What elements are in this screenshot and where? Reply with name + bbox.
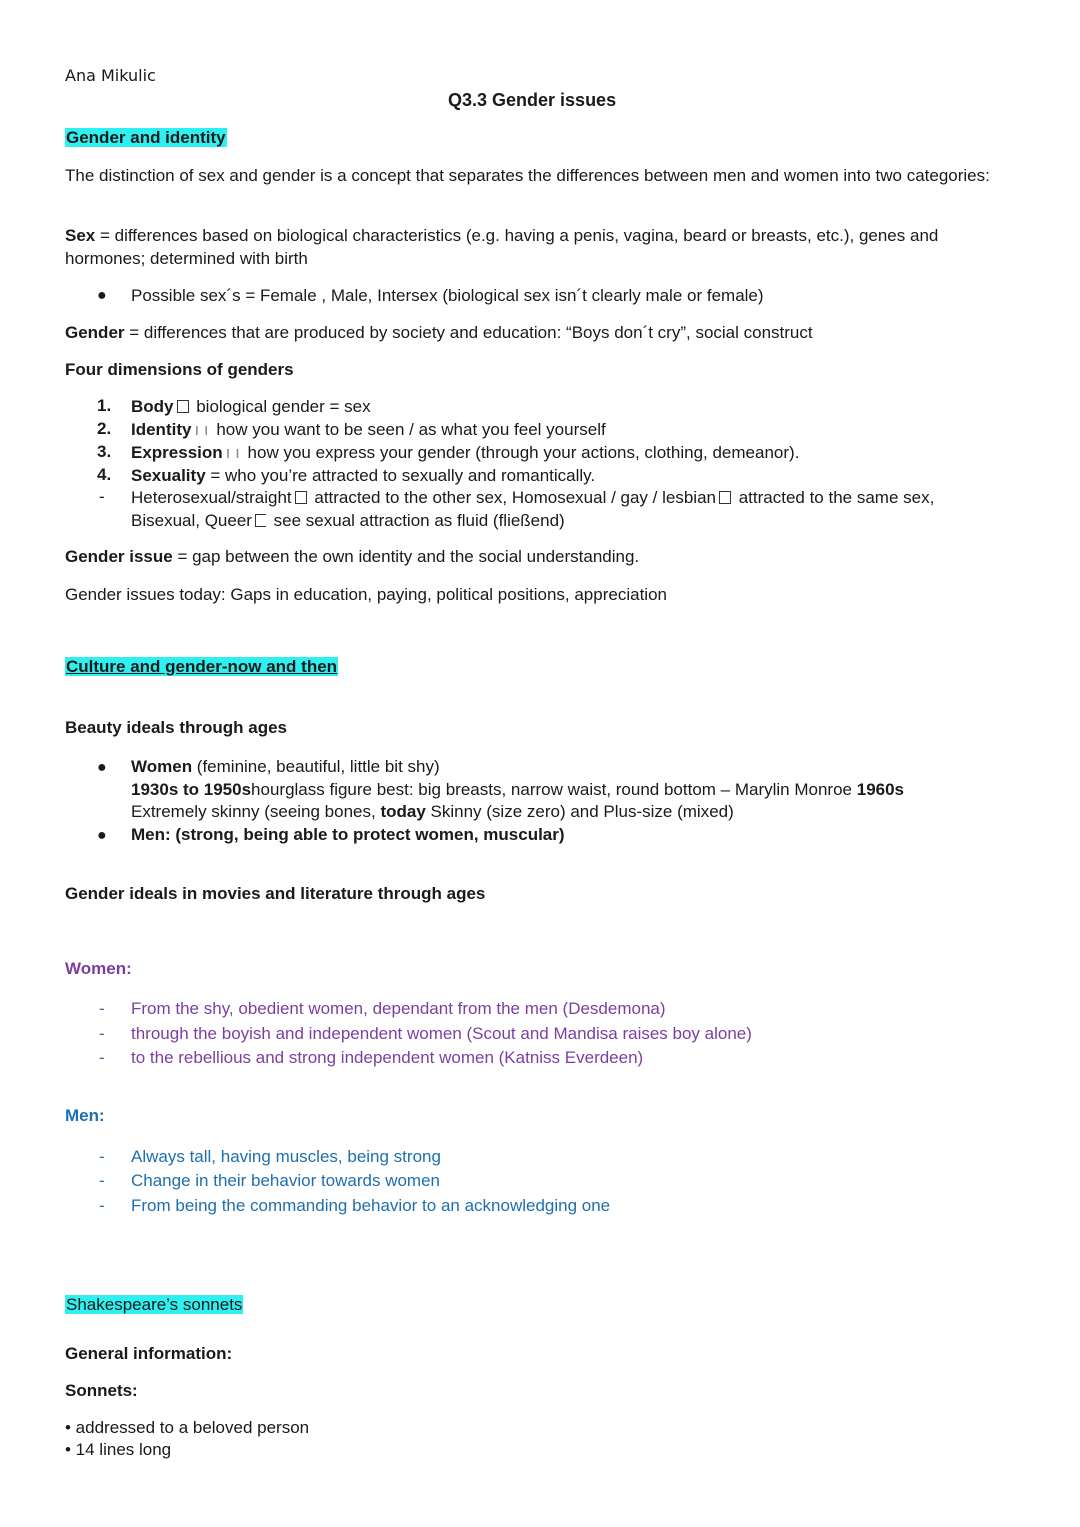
arrow-placeholder-icon [719,491,731,504]
dimension-text: how you express your gender (through your actions, clothing, demeanor). [242,443,800,462]
intro-paragraph: The distinction of sex and gender is a concept that separates the differences between men and women into two categories: [65,166,990,185]
list-number: 3. [97,442,112,461]
women-beauty-item [131,756,904,824]
dimensions-heading: Four dimensions of genders [65,360,294,379]
section-heading-gender-identity [65,128,227,148]
dimension-text: how you want to be seen / as what you feel yourself [211,420,606,439]
era-text: hourglass figure best: big breasts, narrow waist, round bottom – Marylin Monroe [251,779,857,799]
orientation-text: attracted to the same sex, [733,488,935,507]
list-item: to the rebellious and strong independent women (Katniss Everdeen) [131,1048,644,1067]
list-item: Always tall, having muscles, being strong [131,1147,441,1166]
section-heading-sonnets [65,1295,243,1315]
list-number: 2. [97,419,112,438]
dash-icon: - [99,1171,105,1190]
section-heading-text: Gender and identity [66,128,226,147]
dash-icon: - [99,1024,105,1043]
general-info-heading: General information: [65,1344,233,1363]
sex-term: Sex [65,226,96,245]
orientation-line-1 [131,487,934,510]
dimension-term: Body [131,397,174,416]
gender-issue-text: = gap between the own identity and the social understanding. [172,547,640,566]
dimension-term: Expression [131,443,223,462]
women-term: Women [131,757,193,776]
gender-issue-definition [65,546,639,569]
sonnet-fact: • 14 lines long [65,1440,172,1459]
section-heading-culture-gender [65,657,338,677]
list-item [131,396,371,419]
author-name: Ana Mikulic [65,66,156,85]
arrow-placeholder-icon [255,514,266,527]
sex-definition [65,225,1015,270]
orientation-text: Heterosexual/straight [131,488,292,507]
gender-definition-text: = differences that are produced by society and education: “Boys don´t cry”, social construct [124,323,813,342]
list-item [131,465,595,488]
gender-term: Gender [65,323,125,342]
arrow-placeholder-icon [177,400,189,413]
orientation-text: attracted to the other sex, Homosexual / gay / lesbian [309,488,716,507]
dimension-term: Identity [131,420,192,439]
section-heading-text: Shakespeare’s sonnets [66,1295,243,1314]
section-heading-text: Culture and gender-now and then [66,657,338,676]
gender-issue-term: Gender issue [65,547,173,566]
arrow-placeholder-icon [295,491,307,504]
dimension-term: Sexuality [131,466,206,485]
men-label: Men: [65,1106,105,1125]
men-beauty-item: Men: (strong, being able to protect women, muscular) [131,825,565,844]
bullet-icon: ● [97,759,107,776]
gender-definition [65,322,813,345]
list-number: 4. [97,465,112,484]
sonnets-heading: Sonnets: [65,1381,138,1400]
list-item: through the boyish and independent women (Scout and Mandisa raises boy alone) [131,1024,752,1043]
orientation-line-2 [131,510,565,533]
women-desc: (feminine, beautiful, little bit shy) [192,757,440,776]
orientation-text: see sexual attraction as fluid (fließend) [268,511,565,530]
dash-icon: - [99,1048,105,1067]
list-number: 1. [97,396,112,415]
arrow-placeholder-icon: ı ı [194,420,209,439]
list-item: Change in their behavior towards women [131,1171,441,1190]
orientation-text: Bisexual, Queer [131,511,252,530]
arrow-placeholder-icon: ı ı [225,443,240,462]
page-title: Q3.3 Gender issues [448,90,617,110]
list-item: From being the commanding behavior to an acknowledging one [131,1196,611,1215]
dimension-text: = who you’re attracted to sexually and romantically. [205,466,596,485]
dash-icon: - [99,487,105,506]
era-label: today [380,802,426,821]
sonnet-fact: • addressed to a beloved person [65,1418,310,1437]
beauty-ideals-heading: Beauty ideals through ages [65,718,287,737]
bullet-icon: ● [97,827,107,844]
dash-icon: - [99,1196,105,1215]
dash-icon: - [99,1147,105,1166]
list-item: From the shy, obedient women, dependant from the men (Desdemona) [131,999,666,1018]
era-label: 1960s [856,779,905,799]
gender-issues-today: Gender issues today: Gaps in education, paying, political positions, appreciation [65,585,667,604]
movies-heading: Gender ideals in movies and literature through ages [65,884,486,903]
dash-icon: - [99,999,105,1018]
era-text: Skinny (size zero) and Plus-size (mixed) [425,802,734,821]
sex-definition-text: = differences based on biological characteristics (e.g. having a penis, vagina, beard or breasts, etc.), genes and hormones; determined with birth [65,226,939,268]
list-item [131,419,606,442]
era-label: 1930s to 1950s [131,779,252,799]
possible-sexes: Possible sex´s = Female , Male, Intersex (biological sex isn´t clearly male or female) [131,286,764,305]
bullet-icon: ● [97,287,107,304]
list-item [131,442,799,465]
era-text: Extremely skinny (seeing bones, [131,802,381,821]
women-label: Women: [65,959,132,978]
dimension-text: biological gender = sex [191,397,371,416]
